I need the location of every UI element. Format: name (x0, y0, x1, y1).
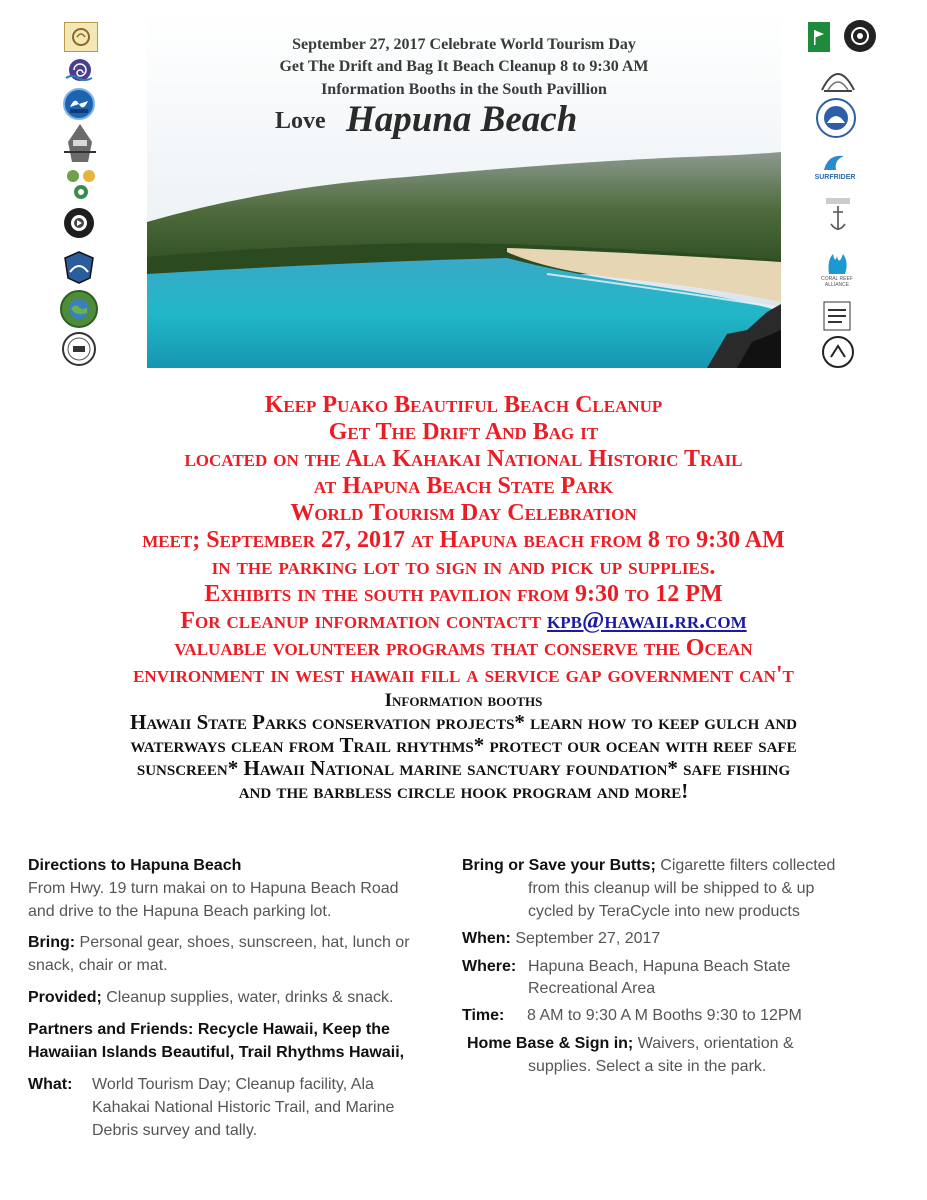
hero-photo (147, 12, 781, 368)
hero-line-event: Get The Drift and Bag It Beach Cleanup 8 to 9:30 AM (279, 58, 649, 75)
bring-line (28, 931, 410, 954)
black-ring-logo (844, 20, 876, 52)
hero-beach-title: Hapuna Beach (346, 99, 578, 140)
noaa-logo (63, 88, 95, 120)
headline-park: at Hapuna Beach State Park (313, 473, 614, 499)
booths-line: sunscreen* Hawaii National marine sanctuary foundation* safe fishing (136, 756, 791, 780)
when-line (462, 927, 660, 950)
contact-email-link[interactable]: kpb@hawaii.rr.com (547, 608, 747, 634)
butts-text: Cigarette filters collected (655, 857, 836, 874)
directions-text: From Hwy. 19 turn makai on to Hapuna Beach Road (28, 880, 399, 897)
when-label: When: (462, 930, 511, 947)
beige-square-logo (64, 22, 98, 52)
coral-reef-text: CORAL REEF ALLIANCE (821, 276, 853, 288)
round-seal-logo (62, 332, 96, 366)
when-text: September 27, 2017 (510, 930, 661, 947)
butts-text: cycled by TeraCycle into new products (528, 903, 800, 920)
green-globe-logo (60, 290, 98, 328)
booths-heading: Information booths (384, 690, 543, 711)
spiral-logo (60, 56, 100, 84)
tiki-logo (62, 122, 98, 164)
booths-line: Hawaii State Parks conservation projects* learn how to keep gulch and (129, 710, 798, 734)
hero-love-text: Love (275, 108, 326, 134)
partners-line: Partners and Friends: Recycle Hawaii, Keep the (28, 1021, 390, 1038)
butts-line (462, 854, 835, 877)
headline-celebration: World Tourism Day Celebration (290, 500, 637, 526)
where-text: Recreational Area (528, 980, 656, 997)
arch-logo (818, 60, 858, 96)
home-base-label: Home Base & Sign in; (467, 1035, 634, 1052)
coral-reef-logo (814, 246, 860, 292)
what-text: World Tourism Day; Cleanup facility, Ala (92, 1076, 374, 1093)
bring-label: Bring: (28, 934, 76, 951)
headline-drift: Get The Drift And Bag it (328, 419, 599, 445)
booths-line: waterways clean from Trail rhythms* protect our ocean with reef safe (130, 733, 797, 757)
time-label: Time: (462, 1007, 505, 1024)
trail-rhythms-logo (822, 336, 854, 368)
home-base-text: Waivers, orientation & (633, 1035, 794, 1052)
what-label: What: (28, 1076, 73, 1093)
surf-logo (822, 300, 852, 332)
contact-prefix: For cleanup information contactt (180, 608, 548, 634)
provided-line (28, 986, 394, 1009)
butts-label: Bring or Save your Butts; (462, 857, 656, 874)
surfrider-logo (810, 146, 860, 186)
what-text: Kahakai National Historic Trail, and Marine (92, 1099, 395, 1116)
camera-lens-logo (64, 208, 94, 238)
surfrider-text: SURFRIDER (814, 173, 856, 181)
directions-text: and drive to the Hapuna Beach parking lot. (28, 903, 332, 920)
where-label: Where: (462, 958, 517, 975)
blue-wave-circle-logo (816, 98, 856, 138)
anchor-logo (818, 194, 858, 238)
headline-parking: in the parking lot to sign in and pick up supplies. (211, 554, 716, 580)
headline-cleanup: Keep Puako Beautiful Beach Cleanup (264, 392, 663, 418)
where-text: Hapuna Beach, Hapuna Beach State (528, 958, 791, 975)
hero-line-date: September 27, 2017 Celebrate World Tourism Day (292, 36, 636, 53)
headline-contact (0, 608, 927, 634)
trail-shield-logo (62, 250, 96, 284)
what-text: Debris survey and tally. (92, 1122, 258, 1139)
directions-label: Directions to Hapuna Beach (28, 857, 242, 874)
provided-text: Cleanup supplies, water, drinks & snack. (101, 989, 394, 1006)
butts-text: from this cleanup will be shipped to & up (528, 880, 815, 897)
bring-text: Personal gear, shoes, sunscreen, hat, lunch or (75, 934, 410, 951)
headline-location: located on the Ala Kahakai National Historic Trail (184, 446, 743, 472)
headline-exhibits: Exhibits in the south pavilion from 9:30 to 12 PM (204, 581, 723, 607)
home-base-line (467, 1032, 794, 1055)
headline-volunteer: valuable volunteer programs that conserve the Ocean (174, 635, 753, 661)
time-text: 8 AM to 9:30 A M Booths 9:30 to 12PM (527, 1007, 802, 1024)
booths-line: and the barbless circle hook program and more! (238, 779, 689, 803)
provided-label: Provided; (28, 989, 102, 1006)
triple-seal-logo (61, 166, 101, 202)
hero-line-booths: Information Booths in the South Pavillion (321, 81, 607, 98)
headline-environment: environment in west hawaii fill a service gap government can't (133, 662, 794, 688)
partners-line: Hawaiian Islands Beautiful, Trail Rhythms Hawaii, (28, 1044, 405, 1061)
bring-text: snack, chair or mat. (28, 957, 168, 974)
headline-meet: meet; September 27, 2017 at Hapuna beach from 8 to 9:30 AM (142, 527, 785, 553)
home-base-text: supplies. Select a site in the park. (528, 1058, 767, 1075)
green-flag-logo (808, 22, 830, 52)
